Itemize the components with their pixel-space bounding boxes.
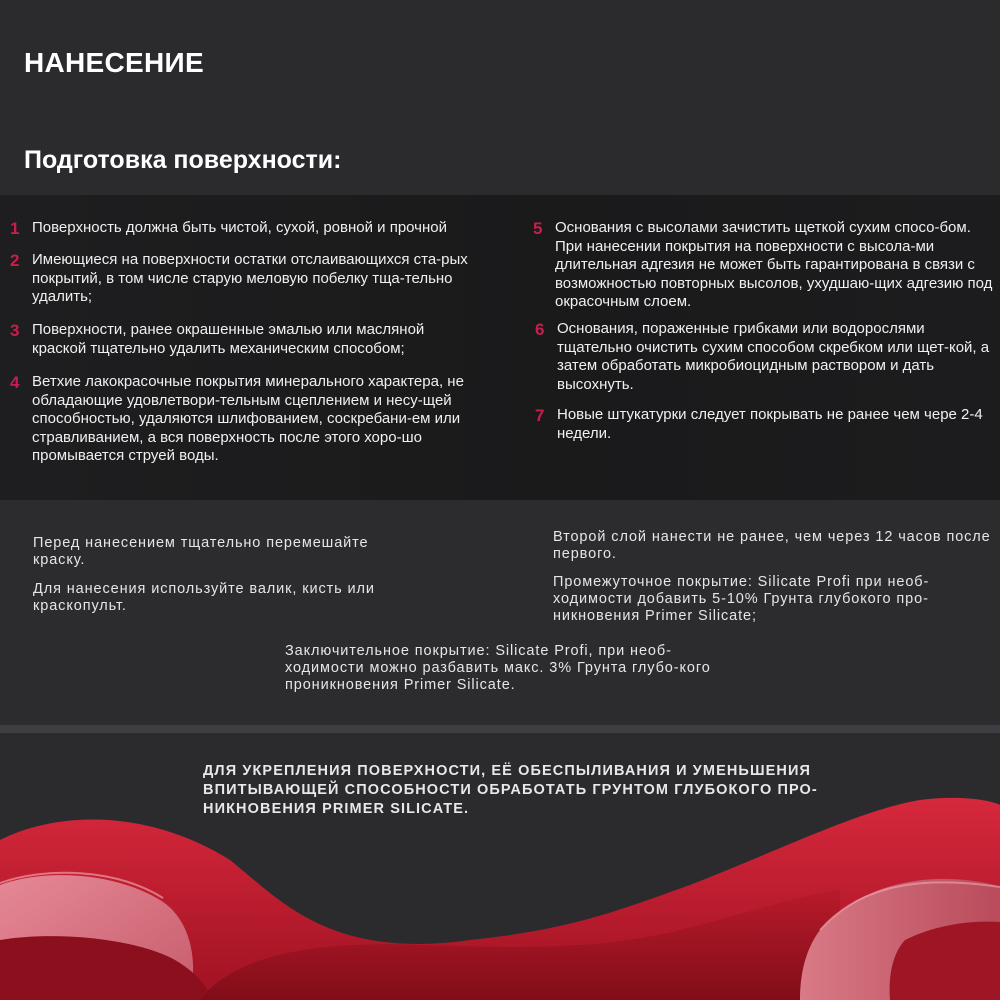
section-subtitle: Подготовка поверхности: (24, 146, 342, 174)
mix-instruction: Перед нанесением тщательно перемешайте краску. (33, 535, 369, 568)
application-panel (0, 500, 1000, 725)
step-text: Имеющиеся на поверхности остатки отслаивающихся ста-рых покрытий, в том числе старую меловую побелку тща-тельно удалить; (32, 251, 468, 305)
step-number: 1 (10, 219, 20, 238)
step-number: 6 (535, 320, 545, 339)
final-coat: Заключительное покрытие: Silicate Profi, при необ-ходимости можно разбавить макс. 3% Грунта глубо-кого проникновения Primer Silicate. (285, 643, 711, 693)
header-section (0, 0, 1000, 195)
step-text: Поверхности, ранее окрашенные эмалью или масляной краской тщательно удалить механическим способом; (32, 321, 425, 357)
step-item (10, 321, 482, 358)
step-text: Основания, пораженные грибками или водорослями тщательно очистить сухим способом скребком или щет-кой, а затем обработать микробиоцидным раствором и дать высохнуть. (557, 320, 990, 393)
tools-instruction: Для нанесения используйте валик, кисть или краскопульт. (33, 581, 375, 614)
step-item (535, 406, 997, 443)
step-number: 4 (10, 373, 20, 392)
step-number: 3 (10, 321, 20, 340)
second-layer-instruction: Второй слой нанести не ранее, чем через 12 часов после первого. (553, 529, 991, 562)
step-number: 2 (10, 251, 20, 270)
step-item (10, 219, 507, 238)
step-number: 5 (533, 219, 543, 238)
step-item (535, 320, 997, 394)
step-item (533, 219, 995, 312)
step-text: Поверхность должна быть чистой, сухой, ровной и прочной (32, 219, 447, 236)
step-text: Основания с высолами зачистить щеткой сухим спосо-бом. При нанесении покрытия на поверхности с высола-ми длительная адгезия не может быть гарантирована в связи с возможностью повторных высолов, ухудшаю-щих адгезию под окрасочным слоем. (555, 219, 993, 310)
preparation-steps-panel (0, 195, 1000, 500)
primer-note: ДЛЯ УКРЕПЛЕНИЯ ПОВЕРХНОСТИ, ЕЁ ОБЕСПЫЛИВАНИЯ И УМЕНЬШЕНИЯ ВПИТЫВАЮЩЕЙ СПОСОБНОСТИ ОБРАБОТАТЬ ГРУНТОМ ГЛУБОКОГО ПРО-НИКНОВЕНИЯ PRIMER SILICATE. (203, 763, 818, 817)
page-title: НАНЕСЕНИЕ (24, 47, 204, 78)
red-wave-decoration (0, 790, 1000, 1000)
intermediate-coat: Промежуточное покрытие: Silicate Profi при необ-ходимости добавить 5-10% Грунта глубокого про-никновения Primer Silicate; (553, 574, 930, 624)
step-item (10, 373, 502, 466)
section-divider (0, 725, 1000, 733)
step-text: Новые штукатурки следует покрывать не ранее чем чере 2-4 недели. (557, 406, 983, 442)
step-number: 7 (535, 406, 545, 425)
step-item (10, 251, 497, 307)
step-text: Ветхие лакокрасочные покрытия минерального характера, не обладающие удовлетвори-тельным сцеплением и несу-щей способностью, удаляются шлифованием, соскребани-ем или стравливанием, а вся поверхность после этого хоро-шо промывается струей воды. (32, 373, 464, 464)
